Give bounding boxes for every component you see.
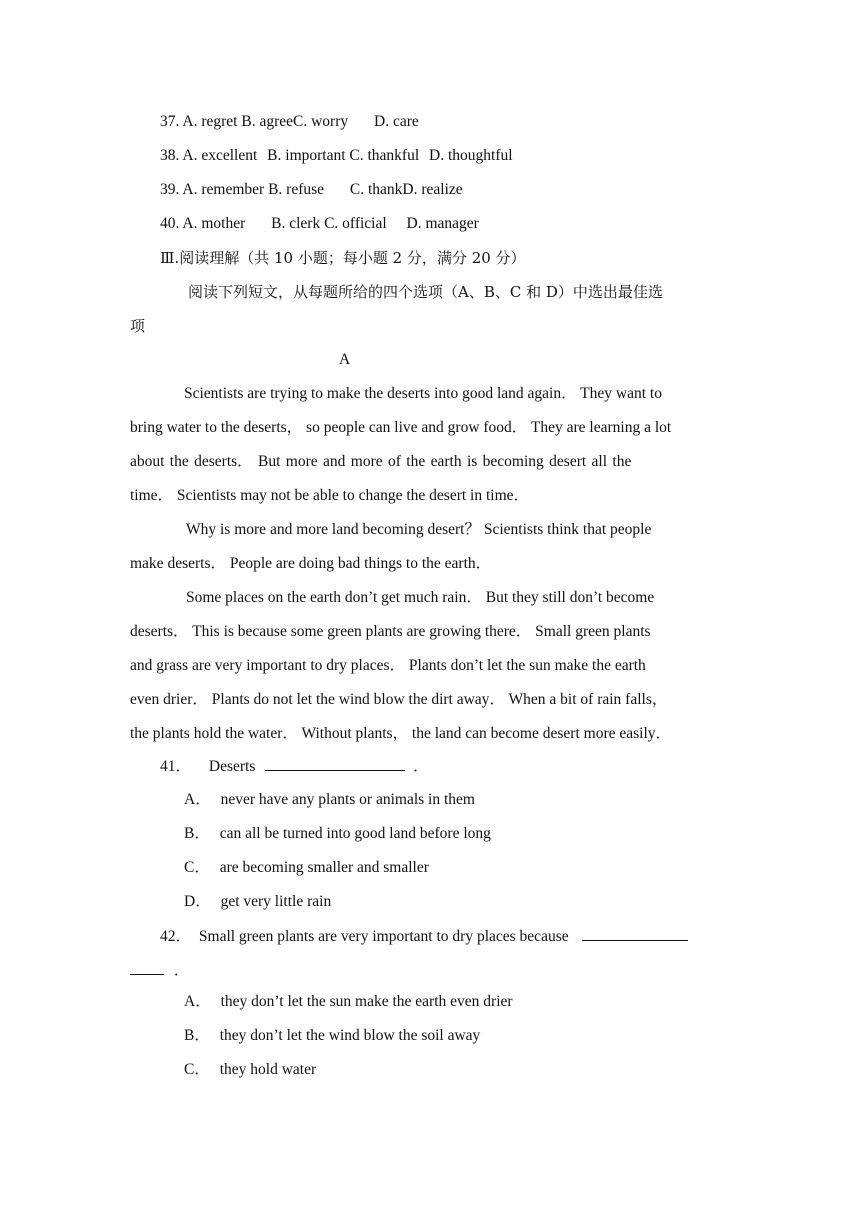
option-b: B. important <box>267 147 346 164</box>
question-number: 40. <box>160 215 180 232</box>
option-b: B. agree <box>241 113 294 130</box>
passage-line: and grass are very important to dry places． Plants don’t let the sun make the earth <box>130 657 646 674</box>
option-row-37 <box>160 112 419 132</box>
option-42-c <box>184 1060 316 1080</box>
option-letter: C． <box>184 859 210 876</box>
option-text: they don’t let the sun make the earth even drier <box>220 993 513 1010</box>
passage-line: even drier． Plants do not let the wind blow the dirt away． When a bit of rain falls， <box>130 691 668 708</box>
option-42-a <box>184 992 513 1012</box>
option-41-c <box>184 858 429 878</box>
passage-line: time． Scientists may not be able to change the desert in time． <box>130 487 530 504</box>
option-a: A. remember <box>182 181 265 198</box>
section-instruction-cont: 项 <box>130 317 146 335</box>
option-42-b <box>184 1026 480 1046</box>
passage-line: Some places on the earth don’t get much rain． But they still don’t become <box>186 589 655 606</box>
option-text: never have any plants or animals in them <box>220 791 475 808</box>
option-text: get very little rain <box>220 893 332 910</box>
passage-line: about the deserts． But more and more of the earth is becoming desert all the <box>130 453 632 470</box>
passage-line: the plants hold the water． Without plants， the land can become desert more easily． <box>130 725 672 742</box>
option-d: D. care <box>374 113 419 130</box>
option-a: A. mother <box>182 215 246 232</box>
question-number: 39. <box>160 181 180 198</box>
question-end: ． <box>413 758 429 775</box>
passage-line: bring water to the deserts， so people can live and grow food． They are learning a lot <box>130 419 672 436</box>
answer-blank-cont <box>130 960 164 975</box>
passage-label: A <box>339 351 351 368</box>
option-d: D. manager <box>406 215 479 232</box>
option-letter: B． <box>184 1027 210 1044</box>
option-41-b <box>184 824 491 844</box>
option-letter: A． <box>184 993 211 1010</box>
option-c: C. thank <box>349 181 403 198</box>
passage-line: Why is more and more land becoming desert？ Scientists think that people <box>186 521 652 538</box>
question-number: 38. <box>160 147 180 164</box>
section-heading: Ⅲ.阅读理解（共 10 小题；每小题 2 分，满分 20 分） <box>160 249 526 267</box>
option-c: C. official <box>324 215 387 232</box>
option-c: C. thankful <box>349 147 420 164</box>
option-row-40 <box>160 214 479 234</box>
option-c: C. worry <box>293 113 349 130</box>
option-text: are becoming smaller and smaller <box>219 859 429 876</box>
option-41-a <box>184 790 475 810</box>
option-41-d <box>184 892 331 912</box>
question-stem: Deserts <box>208 758 256 775</box>
answer-blank <box>265 756 405 771</box>
option-d: D. realize <box>402 181 463 198</box>
option-letter: A． <box>184 791 211 808</box>
option-b: B. clerk <box>271 215 321 232</box>
question-41 <box>160 756 429 777</box>
option-row-39 <box>160 180 463 200</box>
question-number: 41． <box>160 758 192 775</box>
question-42-cont <box>130 960 189 981</box>
question-end: ． <box>173 962 190 979</box>
option-text: they hold water <box>219 1061 317 1078</box>
answer-blank <box>582 926 688 941</box>
passage-line: deserts． This is because some green plants are growing there． Small green plants <box>130 623 651 640</box>
option-text: can all be turned into good land before long <box>219 825 491 842</box>
passage-line: make deserts． People are doing bad things to the earth． <box>130 555 492 572</box>
option-d: D. thoughtful <box>429 147 513 164</box>
section-instruction: 阅读下列短文，从每题所给的四个选项（A、B、C 和 D）中选出最佳选 <box>188 283 663 301</box>
option-text: they don’t let the wind blow the soil away <box>219 1027 481 1044</box>
passage-line: Scientists are trying to make the deserts into good land again． They want to <box>184 385 662 402</box>
option-letter: C． <box>184 1061 210 1078</box>
question-number: 42． <box>160 928 192 945</box>
question-42 <box>160 926 688 947</box>
question-number: 37. <box>160 113 180 130</box>
option-b: B. refuse <box>268 181 325 198</box>
option-letter: B． <box>184 825 210 842</box>
option-letter: D． <box>184 893 211 910</box>
option-a: A. excellent <box>182 147 258 164</box>
question-stem: Small green plants are very important to dry places because <box>198 928 569 945</box>
option-a: A. regret <box>182 113 238 130</box>
option-row-38 <box>160 146 513 166</box>
